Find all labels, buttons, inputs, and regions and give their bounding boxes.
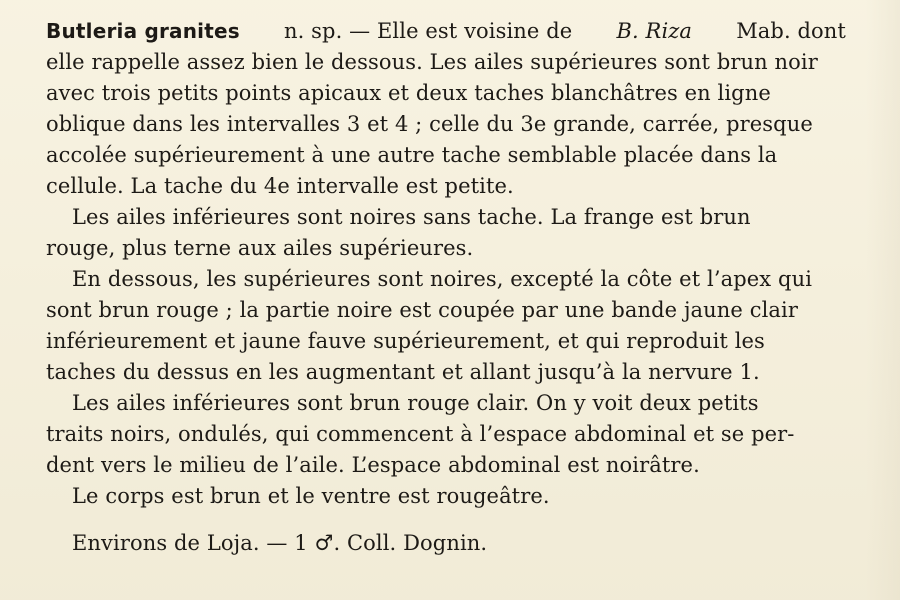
page-edge-shadow [866,0,900,600]
text-line-6: cellule. La tache du 4e intervalle est petite. [46,174,514,198]
related-species-name: B. Riza [616,19,693,43]
species-description [46,16,846,559]
text-fragment: n. sp. — Elle est voisine de [283,19,573,43]
text-line-14: traits noirs, ondulés, qui commencent à l’espace abdominal et se per- [46,422,795,446]
text-line-16: Le corps est brun et le ventre est rougeâtre. [72,484,550,508]
text-line-13: Les ailes inférieures sont brun rouge clair. On y voit deux petits [72,391,759,415]
text-fragment: Mab. dont [736,19,846,43]
locality-collection-line: Environs de Loja. — 1 ♂. Coll. Dognin. [72,531,488,555]
text-line-5: accolée supérieurement à une autre tache semblable placée dans la [46,143,778,167]
text-line-15: dent vers le milieu de l’aile. L’espace abdominal est noirâtre. [46,453,700,477]
text-line-12: taches du dessus en les augmentant et allant jusqu’à la nervure 1. [46,360,760,384]
text-line-3: avec trois petits points apicaux et deux taches blanchâtres en ligne [46,81,771,105]
text-line-4: oblique dans les intervalles 3 et 4 ; celle du 3e grande, carrée, presque [46,112,813,136]
text-line-2: elle rappelle assez bien le dessous. Les ailes supérieures sont brun noir [46,50,818,74]
text-line-1 [46,16,846,47]
text-line-11: inférieurement et jaune fauve supérieurement, et qui reproduit les [46,329,765,353]
species-name: Butleria granites [46,19,240,43]
text-line-10: sont brun rouge ; la partie noire est coupée par une bande jaune clair [46,298,798,322]
text-line-7: Les ailes inférieures sont noires sans tache. La frange est brun [72,205,751,229]
text-line-8: rouge, plus terne aux ailes supérieures. [46,236,474,260]
text-line-9: En dessous, les supérieures sont noires, excepté la côte et l’apex qui [72,267,813,291]
